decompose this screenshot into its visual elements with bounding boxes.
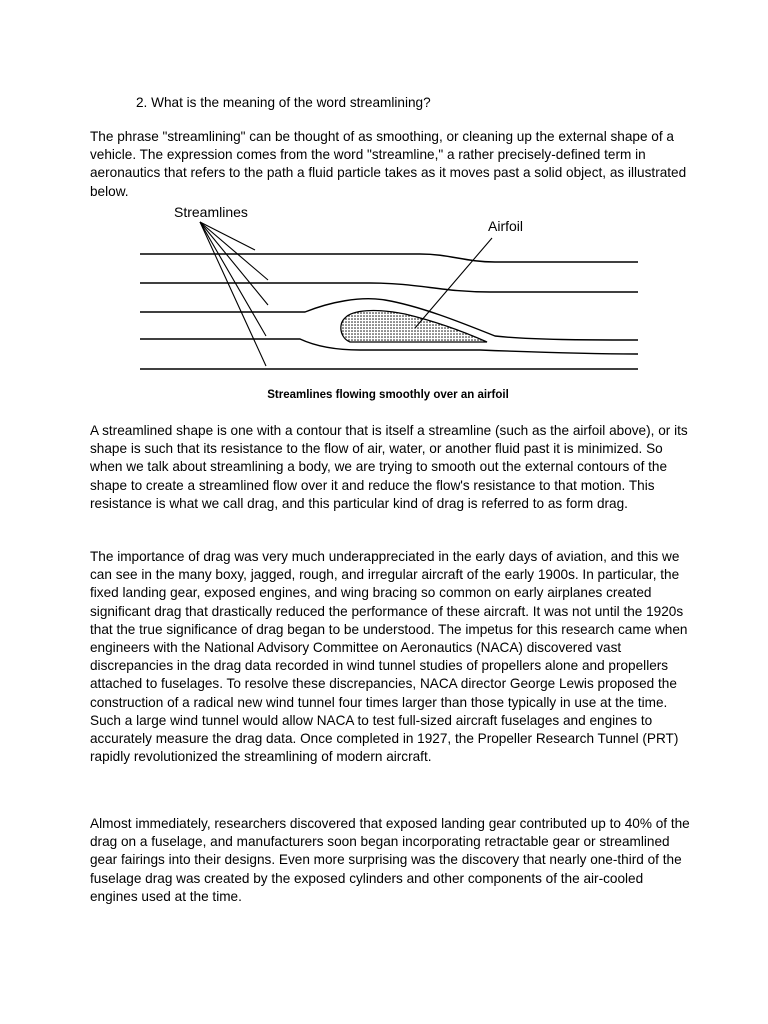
airfoil-label: Airfoil xyxy=(488,218,524,234)
paragraph-streamlined-shape: A streamlined shape is one with a contour that is itself a streamline (such as the airfoil above), or its shape is such that its resistance to the flow of air, water, or another fluid past it is minimized. So when we talk about streamlining a body, we are trying to smooth out the external contours of the shape to create a streamlined flow over it and reduce the flow's resistance to that motion. This resistance is what we call drag, and this particular kind of drag is referred to as form drag. xyxy=(90,423,688,511)
airfoil-shape xyxy=(341,311,487,342)
streamline-2 xyxy=(140,283,638,292)
streamlines-label: Streamlines xyxy=(174,204,248,220)
pointer-line-2 xyxy=(200,222,268,280)
streamline-diagram xyxy=(0,0,768,420)
paragraph-drag-history: The importance of drag was very much underappreciated in the early days of aviation, and this we can see in the many boxy, jagged, rough, and irregular aircraft of the early 1900s. In particular, the fixed landing gear, exposed engines, and wing bracing so common on early airplanes created significant drag that drastically reduced the performance of these aircraft. It was not until the 1920s that the true significance of drag began to be understood. The impetus for this research came when engineers with the National Advisory Committee on Aeronautics (NACA) discovered vast discrepancies in the drag data recorded in wind tunnel studies of propellers alone and propellers attached to fuselages. To resolve these discrepancies, NACA director George Lewis proposed the construction of a radical new wind tunnel four times larger than those typically in use at the time. Such a large wind tunnel would allow NACA to test full-sized aircraft fuselages and engines to accurately measure the drag data. Once completed in 1927, the Propeller Research Tunnel (PRT) rapidly revolutionized the streamlining of modern aircraft. xyxy=(90,549,688,765)
pointer-line-3 xyxy=(200,222,268,305)
pointer-line-5 xyxy=(200,222,266,366)
pointer-line-airfoil xyxy=(415,238,492,328)
paragraph-landing-gear: Almost immediately, researchers discovered that exposed landing gear contributed up to 40% of the drag on a fuselage, and manufacturers soon began incorporating retractable gear or streamlined gear fairings into their designs. Even more surprising was the discovery that nearly one-third of the fuselage drag was created by the exposed cylinders and other components of the air-cooled engines used at the time. xyxy=(90,816,690,904)
paragraph-intro: The phrase "streamlining" can be thought of as smoothing, or cleaning up the external shape of a vehicle. The expression comes from the word "streamline," a rather precisely-defined term in aeronautics that refers to the path a fluid particle takes as it moves past a solid object, as illustrated below. xyxy=(90,129,687,199)
figure-caption: Streamlines flowing smoothly over an airfoil xyxy=(267,389,509,401)
question-heading: 2. What is the meaning of the word streamlining? xyxy=(136,95,431,110)
